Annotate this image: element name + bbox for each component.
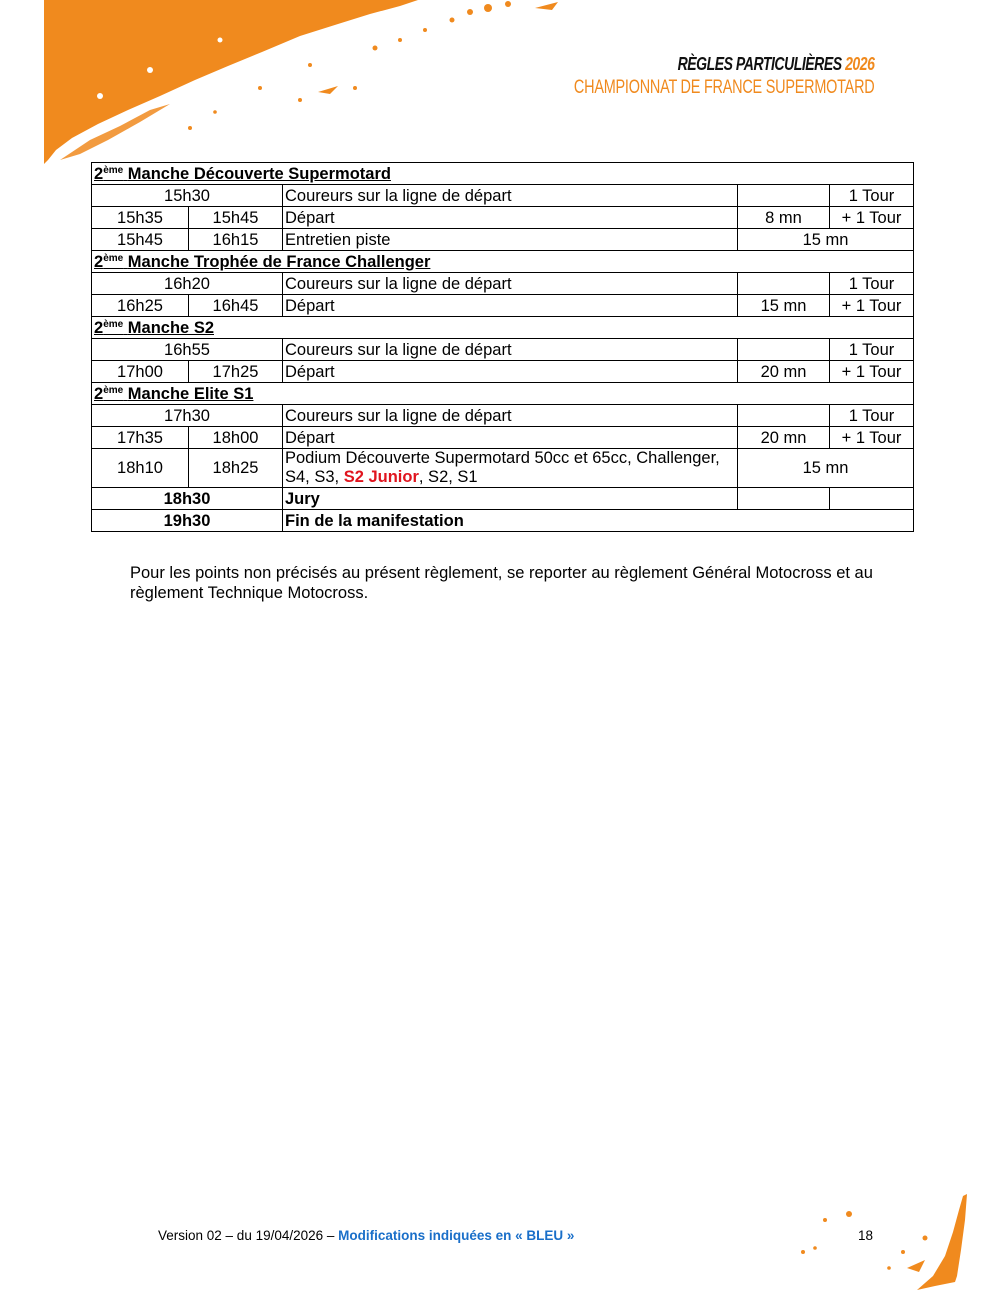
page-number: 18 — [858, 1228, 874, 1243]
table-row-jury: 18h30 Jury — [92, 488, 914, 510]
table-row-fin: 19h30 Fin de la manifestation — [92, 510, 914, 532]
modifications-note: Modifications indiquées en « BLEU » — [338, 1228, 575, 1243]
table-row: 15h45 16h15 Entretien piste 15 mn — [92, 229, 914, 251]
schedule-table — [91, 162, 914, 532]
table-row: 16h20 Coureurs sur la ligne de départ 1 Tour — [92, 273, 914, 295]
note-paragraph: Pour les points non précisés au présent règlement, se reporter au règlement Général Motocross et au règlement Technique Motocross. — [130, 564, 873, 602]
section-header: 2ème Manche Découverte Supermotard — [92, 163, 914, 185]
footer-version: Version 02 – du 19/04/2026 – Modifications indiquées en « BLEU » — [158, 1228, 575, 1243]
table-row: 15h30 Coureurs sur la ligne de départ 1 Tour — [92, 185, 914, 207]
table-row: 15h35 15h45 Départ 8 mn + 1 Tour — [92, 207, 914, 229]
table-row: 17h35 18h00 Départ 20 mn + 1 Tour — [92, 427, 914, 449]
table-row-podium: 18h10 18h25 Podium Découverte Supermotard 50cc et 65cc, Challenger, S4, S3, S2 Junior, S2, S1 15 mn — [92, 449, 914, 488]
table-row: 16h55 Coureurs sur la ligne de départ 1 Tour — [92, 339, 914, 361]
section-header: 2ème Manche Trophée de France Challenger — [92, 251, 914, 273]
highlight-s2-junior: S2 Junior — [343, 468, 419, 486]
section-header: 2ème Manche S2 — [92, 317, 914, 339]
document-header — [479, 54, 874, 99]
table-row: 17h00 17h25 Départ 20 mn + 1 Tour — [92, 361, 914, 383]
section-header: 2ème Manche Elite S1 — [92, 383, 914, 405]
orange-brush-decoration-bottom — [785, 1190, 1005, 1300]
table-row: 16h25 16h45 Départ 15 mn + 1 Tour — [92, 295, 914, 317]
header-title: RÈGLES PARTICULIÈRES 2026 — [677, 54, 874, 74]
header-subtitle: CHAMPIONNAT DE FRANCE SUPERMOTARD — [573, 77, 874, 98]
table-row: 17h30 Coureurs sur la ligne de départ 1 Tour — [92, 405, 914, 427]
